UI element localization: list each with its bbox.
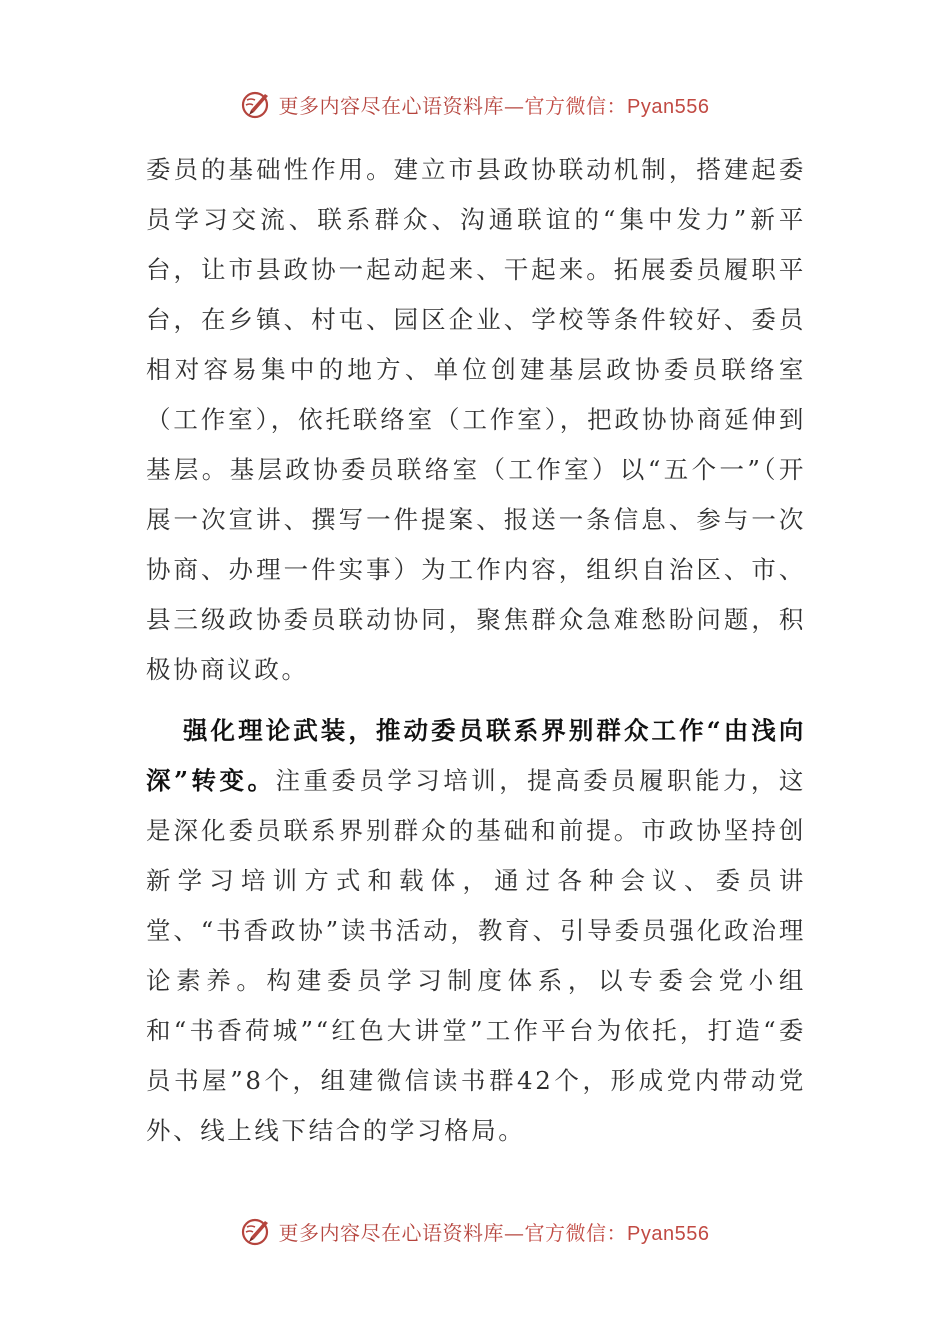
paragraph-2-text: 注重委员学习培训，提高委员履职能力，这是深化委员联系界别群众的基础和前提。市政协坚持创新学习培训方式和载体，通过各种会议、委员讲堂、“书香政协”读书活动，教育、引导委员强化政治理论素养。构建委员学习制度体系，以专委会党小组和“书香荷城”“红色大讲堂”工作平台为依托，打造“委员书屋”8个，组建微信读书群42个，形成党内带动党外、线上线下结合的学习格局。 [146, 766, 807, 1145]
footer-watermark-text: 更多内容尽在心语资料库—官方微信：Pyan556 [278, 1220, 710, 1245]
paragraph-1: 委员的基础性作用。建立市县政协联动机制，搭建起委员学习交流、联系群众、沟通联谊的“集中发力”新平台，让市县政协一起动起来、干起来。拓展委员履职平台，在乡镇、村屯、园区企业、学校等条件较好、委员相对容易集中的地方、单位创建基层政协委员联络室（工作室），依托联络室（工作室），把政协协商延伸到基层。基层政协委员联络室（工作室）以“五个一”（开展一次宣讲、撰写一件提案、报送一条信息、参与一次协商、办理一件实事）为工作内容，组织自治区、市、县三级政协委员联动协同，聚焦群众急难愁盼问题，积极协商议政。 [146, 155, 806, 684]
document-body [146, 145, 806, 1156]
paragraph-2 [146, 706, 806, 1156]
quill-pen-logo-icon [241, 88, 273, 120]
quill-pen-logo-icon [241, 1215, 273, 1247]
paragraph-2-heading: 强化理论武装，推动委员联系界别群众工作“由浅向深”转变。 [146, 716, 806, 795]
header-watermark-banner [0, 84, 950, 124]
footer-watermark-banner [0, 1211, 950, 1251]
header-watermark-text: 更多内容尽在心语资料库—官方微信：Pyan556 [278, 93, 710, 118]
